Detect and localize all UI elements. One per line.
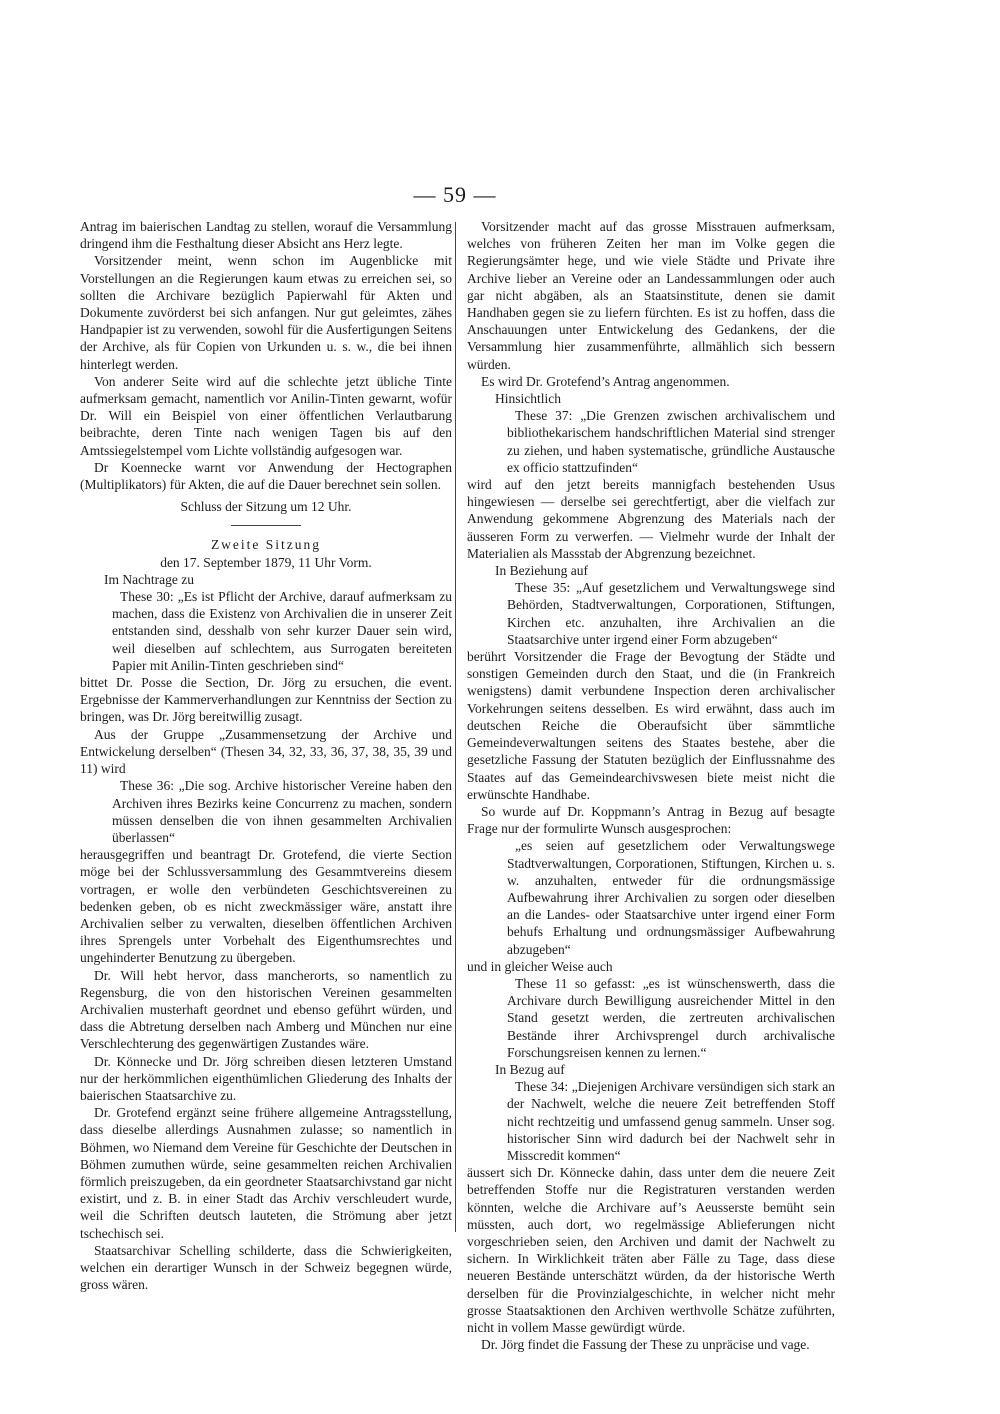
quoted-wish: „es seien auf gesetzlichem oder Verwaltungswege Stadtverwaltungen, Corporationen, Stiftungen, Kirchen u. s. w. anzuhalten, entweder für die ordnungsmässige Aufbewahrung ihrer Archivalien zu sorgen oder dieselben an die Landes- oder Staatsarchive unter irgend einer Form behufs Erhaltung und ordnungsmässiger Aufbewahrung abzugeben“ bbox=[507, 838, 835, 957]
page-number: — 59 — bbox=[413, 182, 497, 207]
paragraph: Dr Koennecke warnt vor Anwendung der Hectographen (Multiplikators) für Akten, die auf die Dauer berechnet sein sollen. bbox=[80, 459, 452, 493]
right-column bbox=[467, 218, 835, 1353]
thesis-quote: These 37: „Die Grenzen zwischen archivalischem und bibliothekarischem handschriftlichen Material sind strenger zu ziehen, und haben systematische, gründliche Austausche ex officio stattzufinden“ bbox=[507, 408, 835, 475]
session-close: Schluss der Sitzung um 12 Uhr. bbox=[180, 499, 352, 515]
thesis-quote: These 35: „Auf gesetzlichem und Verwaltungswege sind Behörden, Stadtverwaltungen, Corporationen, Stiftungen, Kirchen etc. anzuhalten, ihre Archivalien an die Staatsarchive unter irgend einer Form abzugeben“ bbox=[507, 580, 835, 647]
left-column bbox=[80, 218, 452, 1293]
paragraph: Dr. Könnecke und Dr. Jörg schreiben diesen letzteren Umstand nur der herkömmlichen eigenthümlichen Gliederung des Inhalts der baierischen Staatsarchive zu. bbox=[80, 1053, 452, 1103]
paragraph: Dr. Will hebt hervor, dass mancherorts, so namentlich zu Regensburg, die von den historischen Vereinen gesammelten Archivalien musterhaft geordnet und ebenso geführt würden, und dass die Abtretung derselben nach Amberg und München nur eine Verschlechterung des gegenwärtigen Zustandes wäre. bbox=[80, 967, 452, 1052]
paragraph: Dr. Grotefend ergänzt seine frühere allgemeine Antragsstellung, dass dieselbe allerdings Ausnahmen zulasse; so namentlich in Böhmen, wo Niemand dem Vereine für Geschichte der Deutschen in Böhmen zumuthen würde, seine gesammelten reichen Archivalien förmlich preiszugeben, da ein geordneter Staatsarchivstand gar nicht existirt, und z. B. in einer Stadt das Archiv verschleudert wurde, weil die Schriften deutsch lauteten, die Strömung aber jetzt tschechisch sei. bbox=[80, 1105, 452, 1241]
thesis-quote: These 36: „Die sog. Archive historischer Vereine haben den Archiven ihres Bezirks keine Concurrenz zu machen, sondern müssen denselben die von ihnen gesammelten Archivalien überlassen“ bbox=[112, 778, 452, 845]
paragraph: wird auf den jetzt bereits mannigfach bestehenden Usus hingewiesen — derselbe sei gerechtfertigt, aber die vielfach zur Anwendung gekommene Abgrenzung des Materials nach der äusseren Form zu verwerfen. — Vielmehr wurde der Inhalt der Materialien als Massstab der Abgrenzung bezeichnet. bbox=[467, 477, 835, 561]
paragraph: Aus der Gruppe „Zusammensetzung der Archive und Entwickelung derselben“ (Thesen 34, 32, 33, 36, 37, 38, 35, 39 und 11) wird bbox=[80, 726, 452, 777]
paragraph: Dr. Jörg findet die Fassung der These zu unpräcise und vage. bbox=[481, 1337, 810, 1353]
paragraph: äussert sich Dr. Könnecke dahin, dass unter dem die neuere Zeit betreffenden Stoffe nur die Registraturen verstanden werden könnten, welche die Archivare auf’s Aeusserste bemüht sein müssten, auch dort, wo regelmässige Ablieferungen nicht vorgeschrieben seien, den Archiven und damit der Nachwelt zu sichern. In Wirklichkeit träten aber Fälle zu Tage, dass diese neueren Bestände unterschätzt würden, da der historische Werth derselben für die Provinzialgeschichte, in welcher nicht mehr grosse Staatsaktionen den Archiven werthvolle Schätze zuführten, nicht in vollem Masse gewürdigt würde. bbox=[467, 1165, 835, 1335]
section-heading: Zweite Sitzung bbox=[210, 537, 322, 553]
paragraph: So wurde auf Dr. Koppmann’s Antrag in Bezug auf besagte Frage nur der formulirte Wunsch ausgesprochen: bbox=[467, 803, 835, 837]
paragraph: Staatsarchivar Schelling schilderte, dass die Schwierigkeiten, welchen ein derartiger Wunsch in der Schweiz begegnen würde, gross wären. bbox=[80, 1242, 452, 1293]
thesis-quote: These 34: „Diejenigen Archivare versündigen sich stark an der Nachwelt, welche die neuere Zeit betreffenden Stoff nicht rechtzeitig und umfassend genug sammeln. Unser sog. historischer Sinn wird dadurch bei der Nachwelt sehr in Misscredit kommen“ bbox=[507, 1079, 835, 1163]
paragraph: herausgegriffen und beantragt Dr. Grotefend, die vierte Section möge bei der Schlussversammlung des Gesammtvereins diesem vortragen, er wolle den verbündeten Geschichtsvereinen zu bedenken geben, ob es nicht zweckmässiger wäre, anstatt ihre Archivalien selber zu verwalten, dieselben öffentlichen Archiven ihres Sprengels unter Vorbehalt des Eigenthumsrechtes und ungehinderter Benutzung zu übergeben. bbox=[80, 847, 452, 966]
section-date: den 17. September 1879, 11 Uhr Vorm. bbox=[160, 554, 372, 570]
paragraph: In Bezug auf bbox=[495, 1061, 565, 1077]
paragraph: Antrag im baierischen Landtag zu stellen, worauf die Versammlung dringend ihm die Festhaltung dieser Absicht ans Herz legte. bbox=[80, 219, 452, 252]
paragraph: Es wird Dr. Grotefend’s Antrag angenommen. bbox=[481, 373, 730, 389]
paragraph: und in gleicher Weise auch bbox=[467, 958, 613, 974]
thesis-quote: These 30: „Es ist Pflicht der Archive, darauf aufmerksam zu machen, dass die Existenz von Archivalien die in unserer Zeit entstanden sind, desshalb von sehr kurzer Dauer sein wird, weil dieselben auf schlechtem, aus Surrogaten bereiteten Papier mit Anilin-Tinten geschrieben sind“ bbox=[112, 589, 452, 673]
thesis-quote: These 11 so gefasst: „es ist wünschenswerth, dass die Archivare durch Bewilligung ausreichender Mittel in den Stand gesetzt werden, die zertreuten archivalischen Bestände ihrer Archivsprengel durch archivalische Forschungsreisen kennen zu lernen.“ bbox=[507, 975, 835, 1060]
paragraph: berührt Vorsitzender die Frage der Bevogtung der Städte und sonstigen Gemeinden durch den Staat, und die (in Frankreich wenigstens) damit verbundene Inspection deren archivalischer Vorkehrungen seitens desselben. Es wird erwähnt, dass auch im deutschen Reiche die Oberaufsicht über sämmtliche Gemeindeverwaltungen seitens des Staates bestehe, aber die gesetzliche Fassung der Statuten bezüglich der Einflussnahme des Staates auf das Gemeindearchivswesen biete meist nicht die erwünschte Handhabe. bbox=[467, 649, 835, 802]
paragraph: In Beziehung auf bbox=[495, 563, 588, 579]
paragraph: Hinsichtlich bbox=[495, 391, 561, 407]
section-separator bbox=[231, 525, 301, 526]
paragraph: Vorsitzender macht auf das grosse Misstrauen aufmerksam, welches von früheren Zeiten her man im Volke gegen die Regierungsämter hege, und wie viele Städte und Private ihre Archive lieber an Vereine oder an Landessammlungen oder auch gar nicht abgäben, als an Staatsinstitute, denen sie damit Handhaben gegen sie zu liefern fürchten. Es ist zu hoffen, dass die Anschauungen unter Entwickelung des Gedankens, der die Versammlung hier zusammenführte, allmählich sich bessern würden. bbox=[467, 219, 835, 372]
column-divider bbox=[455, 222, 456, 1232]
paragraph: Von anderer Seite wird auf die schlechte jetzt übliche Tinte aufmerksam gemacht, namentlich vor Anilin-Tinten gewarnt, wofür Dr. Will ein Beispiel von einer öffentlichen Verlautbarung beibrachte, deren Tinte nach wenigen Tagen bis auf den Amtssiegelstempel vom Lichte vollständig aufgesogen war. bbox=[80, 373, 452, 458]
paragraph: Im Nachtrage zu bbox=[104, 571, 194, 587]
paragraph: bittet Dr. Posse die Section, Dr. Jörg zu ersuchen, die event. Ergebnisse der Kammerverhandlungen zur Kenntniss der Section zu bringen, was Dr. Jörg bereitwillig zusagt. bbox=[80, 675, 452, 725]
paragraph: Vorsitzender meint, wenn schon im Augenblicke mit Vorstellungen an die Regierungen kaum etwas zu erreichen sei, so sollten die Archivare bezüglich Papierwahl für Akten und Dokumente zuvörderst bei sich anfangen. Nur gut geleimtes, zähes Handpapier ist zu verwenden, sowohl für die Ausfertigungen Seitens der Archive, als für Copien von Urkunden u. s. w., die bei ihnen hinterlegt werden. bbox=[80, 253, 452, 372]
